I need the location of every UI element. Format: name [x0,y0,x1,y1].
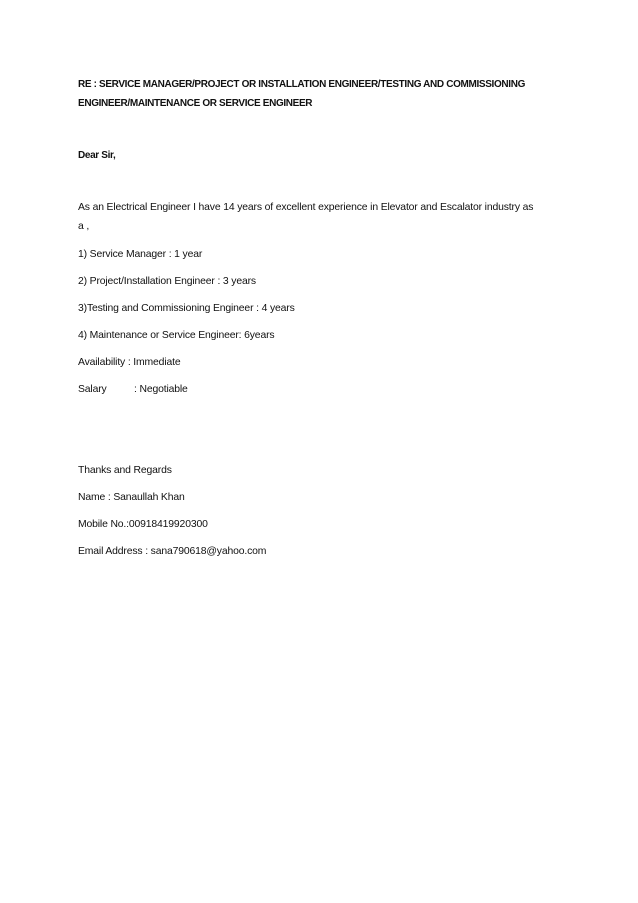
salary-value: : Negotiable [134,384,188,395]
availability: Availability : Immediate [78,357,181,368]
signature-name: Name : Sanaullah Khan [78,492,185,503]
closing: Thanks and Regards [78,465,172,476]
intro-line-2: a , [78,221,90,232]
salutation: Dear Sir, [78,150,116,161]
signature-email: Email Address : sana790618@yahoo.com [78,546,267,557]
salary-row [78,383,188,396]
salary-label: Salary [78,384,107,395]
experience-item-1: 1) Service Manager : 1 year [78,249,203,260]
subject-line-1: RE : SERVICE MANAGER/PROJECT OR INSTALLATION ENGINEER/TESTING AND COMMISSIONING [78,79,526,90]
experience-item-3: 3)Testing and Commissioning Engineer : 4 years [78,303,295,314]
experience-item-2: 2) Project/Installation Engineer : 3 years [78,276,256,287]
signature-mobile: Mobile No.:00918419920300 [78,519,208,530]
experience-item-4: 4) Maintenance or Service Engineer: 6years [78,330,275,341]
subject-line-2: ENGINEER/MAINTENANCE OR SERVICE ENGINEER [78,98,313,109]
intro-line-1: As an Electrical Engineer I have 14 years of excellent experience in Elevator and Escalator industry as [78,202,534,213]
